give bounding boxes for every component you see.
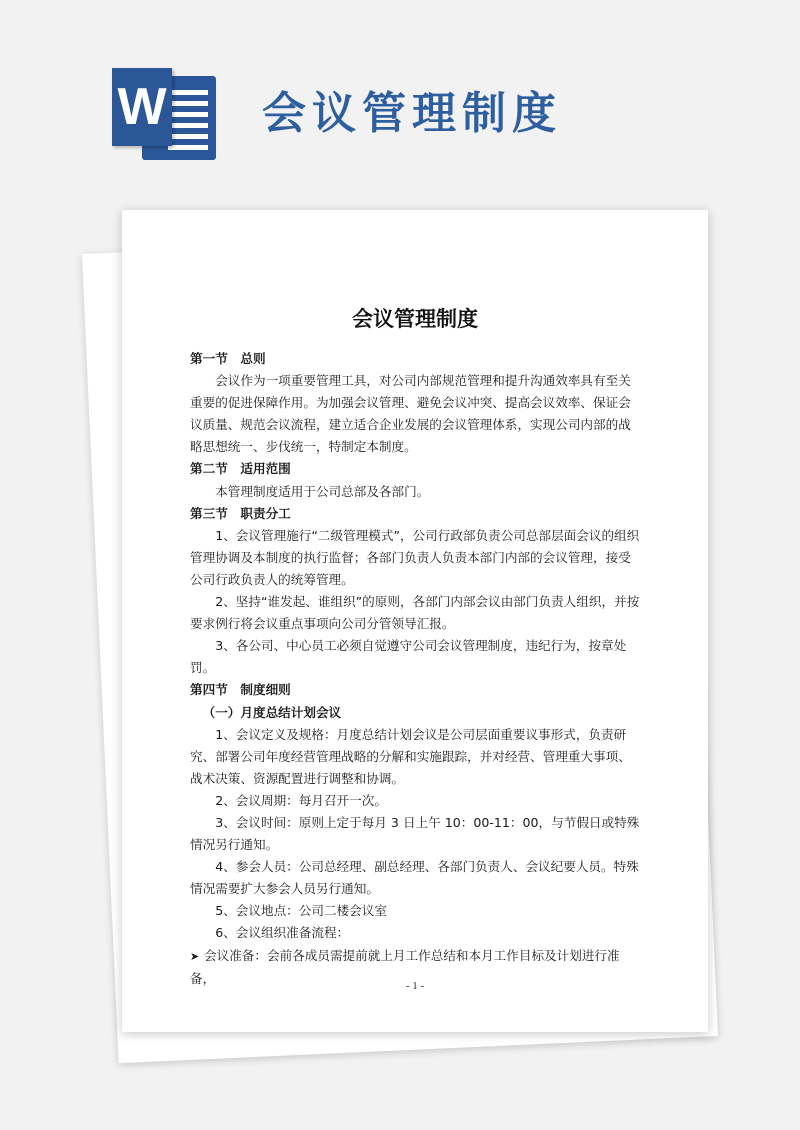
paragraph: 2、坚持“谁发起、谁组织”的原则，各部门内部会议由部门负责人组织，并按要求例行将会议重点事项向公司分管领导汇报。	[190, 594, 640, 632]
logo-letter: W	[112, 68, 172, 146]
section-heading: 第二节 适用范围	[190, 461, 291, 477]
subsection-heading: （一）月度总结计划会议	[202, 704, 342, 720]
paragraph: 6、会议组织准备流程：	[215, 925, 350, 941]
document-title: 会议管理制度	[352, 307, 478, 331]
paragraph: 4、参会人员：公司总经理、副总经理、各部门负责人、会议纪要人员。特殊情况需要扩大参会人员另行通知。	[190, 859, 639, 897]
arrow-bullet-icon: ➤	[190, 949, 200, 963]
bullet-text: 会议准备：会前各成员需提前就上月工作总结和本月工作目标及计划进行准备，	[190, 947, 620, 986]
word-logo-icon	[112, 68, 216, 160]
document-lines	[168, 90, 208, 156]
section-heading: 第一节 总则	[190, 351, 266, 366]
header-title: 会议管理制度	[262, 88, 562, 139]
page-number: - 1 -	[405, 980, 425, 992]
paragraph: 3、各公司、中心员工必须自觉遵守公司会议管理制度，违纪行为，按章处罚。	[190, 638, 627, 676]
section-heading: 第四节 制度细则	[190, 682, 291, 698]
section-heading: 第三节 职责分工	[190, 505, 291, 521]
paragraph: 1、会议管理施行“二级管理模式”，公司行政部负责公司总部层面会议的组织管理协调及本制度的执行监督；各部门负责人负责本部门内部的会议管理，接受公司行政负责人的统筹管理。	[190, 527, 640, 587]
paragraph: 本管理制度适用于公司总部及各部门。	[215, 483, 430, 499]
document-body	[190, 348, 640, 990]
paragraph: 3、会议时间：原则上定于每月 3 日上午 10：00-11：00，与节假日或特殊情况另行通知。	[190, 814, 640, 853]
document-page	[122, 210, 708, 1032]
paragraph: 2、会议周期：每月召开一次。	[215, 792, 387, 808]
header-banner	[0, 0, 800, 200]
paragraph: 5、会议地点：公司二楼会议室	[215, 903, 387, 919]
paragraph: 会议作为一项重要管理工具，对公司内部规范管理和提升沟通效率具有至关重要的促进保障作用。为加强会议管理、避免会议冲突、提高会议效率、保证会议质量、规范会议流程，建立适合企业发展的会议管理体系，实现公司内部的战略思想统一、步伐统一，特制定本制度。	[190, 373, 631, 455]
paragraph: 1、会议定义及规格：月度总结计划会议是公司层面重要议事形式，负责研究、部署公司年度经营管理战略的分解和实施跟踪，并对经营、管理重大事项、战术决策、资源配置进行调整和协调。	[190, 726, 631, 786]
